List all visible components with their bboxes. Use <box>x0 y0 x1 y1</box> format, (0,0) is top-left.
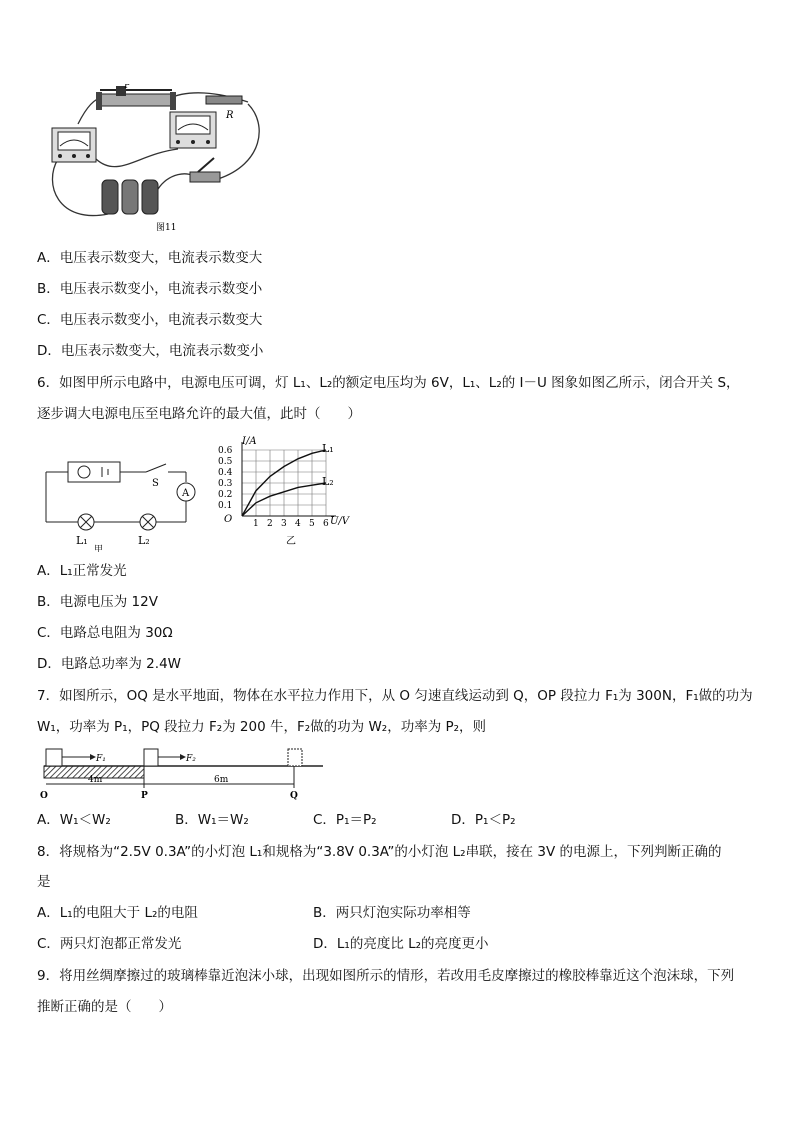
q7-stem-line1: 7．如图所示，OQ 是水平地面，物体在水平拉力作用下，从 O 匀速直线运动到 Q，OP 段拉力 F₁为 300N，F₁做的功为 <box>37 688 753 704</box>
force-F1-label: F₁ <box>96 754 106 764</box>
y-tick-label: 0.6 <box>218 446 233 456</box>
switch-label: S <box>152 478 159 489</box>
x-tick-label: 3 <box>281 519 287 529</box>
q7-option-d: D．P₁＜P₂ <box>451 812 516 828</box>
label-P: P <box>124 84 131 91</box>
iu-chart <box>214 436 364 550</box>
figure-q7 <box>38 744 328 800</box>
y-tick-label: 0.2 <box>218 490 233 500</box>
q7-stem-line2: W₁，功率为 P₁，PQ 段拉力 F₂为 200 牛，F₂做的功为 W₂，功率为 P₂，则 <box>37 719 487 735</box>
q8-stem-line1: 8．将规格为“2.5V 0.3A”的小灯泡 L₁和规格为“3.8V 0.3A”的小灯泡 L₂串联，接在 3V 的电源上，下列判断正确的 <box>37 844 722 860</box>
q8-stem-line2: 是 <box>37 874 51 890</box>
q9-stem-line2: 推断正确的是（ ） <box>37 999 172 1015</box>
y-tick-label: 0.5 <box>218 457 233 467</box>
y-tick-label: 0.1 <box>218 501 233 511</box>
figure-11-caption: 图11 <box>156 223 177 232</box>
distance-OP-label: 4m <box>88 775 103 785</box>
q8-option-d: D．L₁的亮度比 L₂的亮度更小 <box>313 936 489 952</box>
figure-q6-yi <box>214 436 364 550</box>
point-O-label: O <box>40 791 48 800</box>
q6-option-d: D．电路总功率为 2.4W <box>37 656 182 672</box>
x-tick-label: 4 <box>295 519 301 529</box>
figure-jia-caption: 甲 <box>94 545 104 552</box>
curve-label-L2: L₂ <box>322 475 334 488</box>
figure-11-drawing <box>38 84 270 232</box>
y-tick-label: 0.4 <box>218 468 233 478</box>
lamp-L2-label: L₂ <box>138 534 150 547</box>
point-Q-label: Q <box>290 791 298 800</box>
lamp-L1-label: L₁ <box>76 534 88 547</box>
q5-option-d: D．电压表示数变大，电流表示数变小 <box>37 343 264 359</box>
q7-option-b: B．W₁＝W₂ <box>175 812 249 828</box>
q7-option-a: A．W₁＜W₂ <box>37 812 111 828</box>
q6-option-a: A．L₁正常发光 <box>37 563 127 579</box>
figure-11-circuit <box>38 84 270 232</box>
x-tick-label: 6 <box>323 519 329 529</box>
curve-label-L1: L₁ <box>322 442 334 455</box>
q9-stem-line1: 9．将用丝绸摩擦过的玻璃棒靠近泡沫小球，出现如图所示的情形，若改用毛皮摩擦过的橡胶棒靠近这个泡沫球，下列 <box>37 968 735 984</box>
distance-PQ-label: 6m <box>214 775 229 785</box>
q8-option-b: B．两只灯泡实际功率相等 <box>313 905 471 921</box>
ground-diagram <box>38 744 328 800</box>
q6-option-b: B．电源电压为 12V <box>37 594 158 610</box>
ammeter-label: A <box>182 488 190 499</box>
x-tick-label: 1 <box>253 519 259 529</box>
chart-origin: O <box>224 514 233 525</box>
q8-option-a: A．L₁的电阻大于 L₂的电阻 <box>37 905 198 921</box>
q7-option-c: C．P₁＝P₂ <box>313 812 377 828</box>
q6-stem-line1: 6．如图甲所示电路中，电源电压可调，灯 L₁、L₂的额定电压均为 6V，L₁、L₂的 I－U 图象如图乙所示，闭合开关 S， <box>37 375 740 391</box>
chart-ylabel: I/A <box>242 436 257 447</box>
q6-stem-line2: 逐步调大电源电压至电路允许的最大值，此时（ ） <box>37 406 361 422</box>
label-R: R <box>226 110 234 121</box>
y-tick-label: 0.3 <box>218 479 233 489</box>
circuit-jia <box>38 452 198 552</box>
q5-option-c: C．电压表示数变小，电流表示数变大 <box>37 312 263 328</box>
figure-yi-caption: 乙 <box>286 536 296 547</box>
force-F2-label: F₂ <box>186 754 196 764</box>
figure-q6-jia <box>38 452 198 552</box>
chart-xlabel: U/V <box>330 516 350 527</box>
x-tick-label: 2 <box>267 519 273 529</box>
point-P-label: P <box>141 791 148 800</box>
q5-option-a: A．电压表示数变大，电流表示数变大 <box>37 250 263 266</box>
x-tick-label: 5 <box>309 519 315 529</box>
q6-option-c: C．电路总电阻为 30Ω <box>37 625 173 641</box>
q8-option-c: C．两只灯泡都正常发光 <box>37 936 182 952</box>
q5-option-b: B．电压表示数变小，电流表示数变小 <box>37 281 263 297</box>
